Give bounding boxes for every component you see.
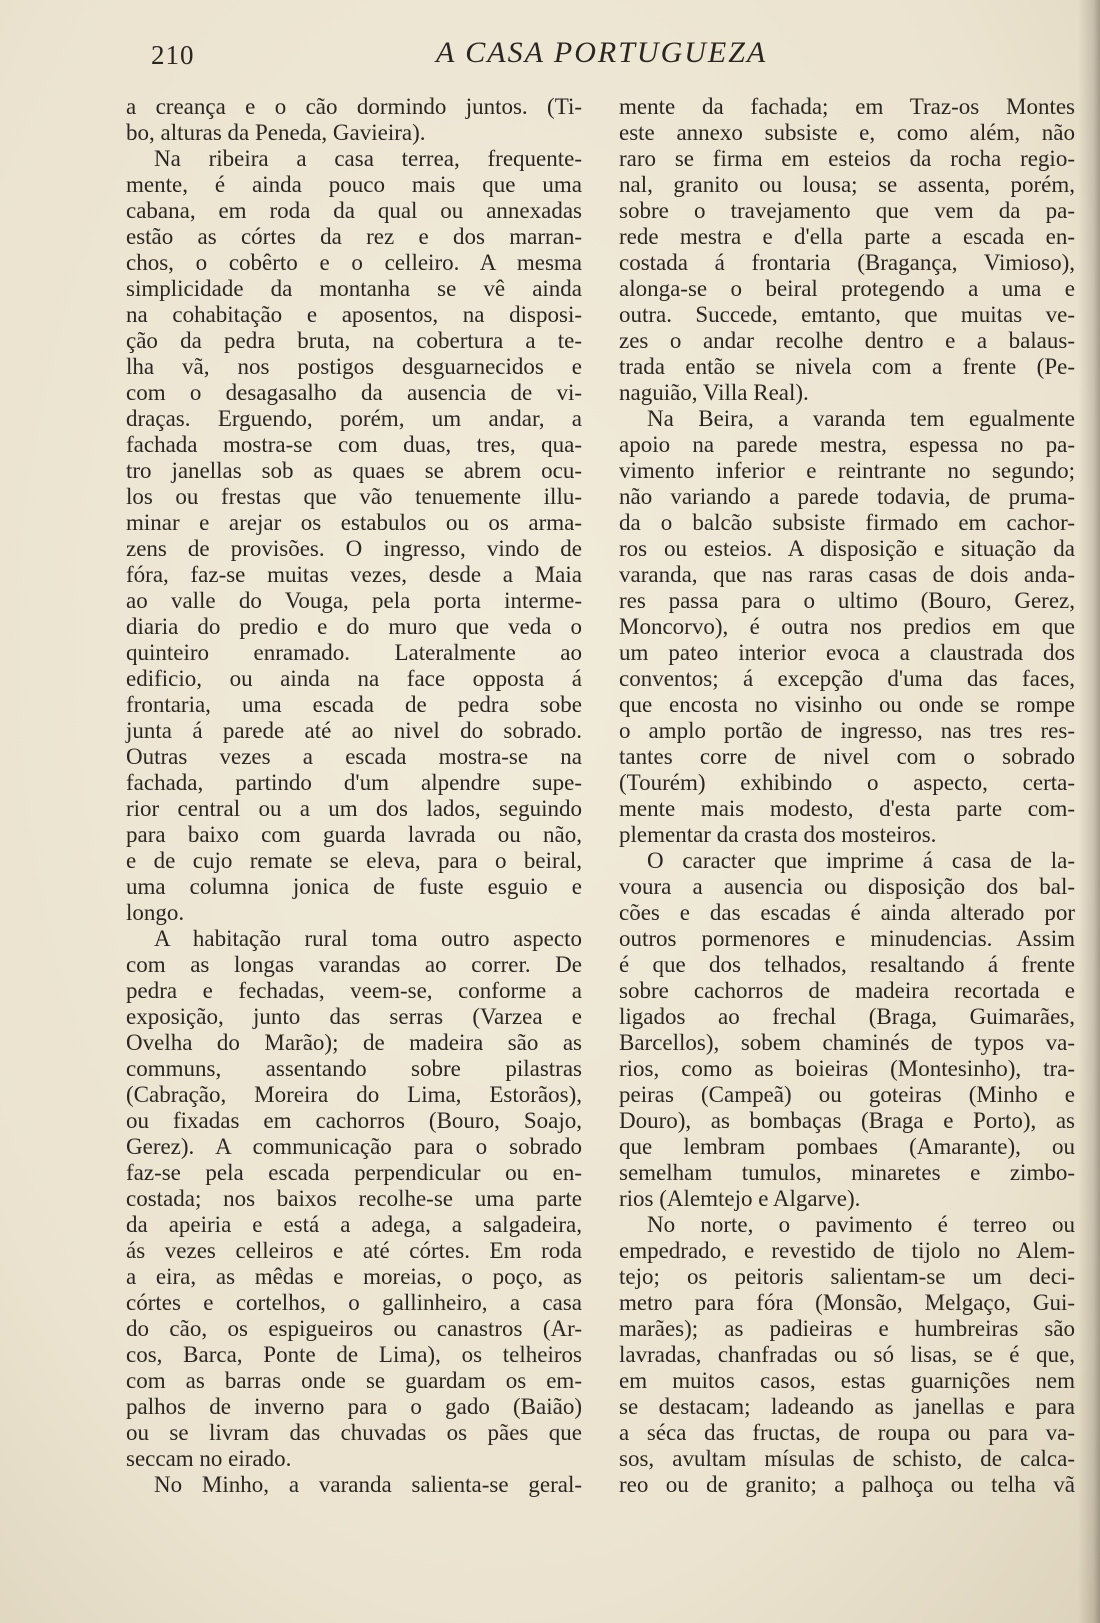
text-line: semelham tumulos, minaretes e zimbo-	[619, 1160, 1075, 1185]
text-line: cos, Barca, Ponte de Lima), os telheiros	[126, 1342, 582, 1367]
text-line: tantes corre de nivel com o sobrado	[619, 744, 1075, 769]
text-line: minar e arejar os estabulos ou os arma-	[126, 510, 582, 535]
text-line: Na ribeira a casa terrea, frequente-	[154, 146, 582, 171]
text-line: naguião, Villa Real).	[619, 380, 809, 405]
text-line: sos, avultam mísulas de schisto, de calca-	[619, 1446, 1075, 1471]
text-line: No Minho, a varanda salienta-se geral-	[154, 1472, 582, 1497]
text-line: fachada, partindo d'um alpendre supe-	[126, 770, 582, 795]
text-line: se destacam; ladeando as janellas e para	[619, 1394, 1075, 1419]
text-line: quinteiro enramado. Lateralmente ao	[126, 640, 582, 665]
text-line: ao valle do Vouga, pela porta interme-	[126, 588, 582, 613]
text-line: mente, é ainda pouco mais que uma	[126, 172, 582, 197]
text-line: (Tourém) exhibindo o aspecto, certa-	[619, 770, 1075, 795]
text-line: rios, como as boieiras (Montesinho), tra-	[619, 1056, 1075, 1081]
text-line: outra. Succede, emtanto, que muitas ve-	[619, 302, 1075, 327]
text-line: ou se livram das chuvadas os pães que	[126, 1420, 582, 1445]
text-line: lha vã, nos postigos desguarnecidos e	[126, 354, 582, 379]
text-line: rios (Alemtejo e Algarve).	[619, 1186, 861, 1211]
text-line: faz-se pela escada perpendicular ou en-	[126, 1160, 582, 1185]
text-line: seccam no eirado.	[126, 1446, 292, 1471]
text-line: com o desagasalho da ausencia de vi-	[126, 380, 582, 405]
text-line: junta á parede até ao nivel do sobrado.	[126, 718, 582, 743]
text-line: A habitação rural toma outro aspecto	[154, 926, 582, 951]
text-line: peiras (Campeã) ou goteiras (Minho e	[619, 1082, 1075, 1107]
text-line: palhos de inverno para o gado (Baião)	[126, 1394, 582, 1419]
text-line: é que dos telhados, resaltando á frente	[619, 952, 1075, 977]
text-line: sobre o travejamento que vem da pa-	[619, 198, 1075, 223]
text-line: longo.	[126, 900, 185, 925]
text-line: que encosta no visinho ou onde se rompe	[619, 692, 1075, 717]
text-line: tejo; os peitoris salientam-se um deci-	[619, 1264, 1075, 1289]
running-title: A CASA PORTUGUEZA	[436, 36, 768, 69]
text-line: frontaria, uma escada de pedra sobe	[126, 692, 582, 717]
text-line: Na Beira, a varanda tem egualmente	[647, 406, 1075, 431]
text-line: communs, assentando sobre pilastras	[126, 1056, 582, 1081]
text-line: No norte, o pavimento é terreo ou	[647, 1212, 1075, 1237]
text-line: draças. Erguendo, porém, um andar, a	[126, 406, 582, 431]
text-line: O caracter que imprime á casa de la-	[647, 848, 1075, 873]
text-line: Gerez). A communicação para o sobrado	[126, 1134, 582, 1159]
text-line: que lembram pombaes (Amarante), ou	[619, 1134, 1075, 1159]
text-line: rede mestra e d'ella parte a escada en-	[619, 224, 1075, 249]
text-line: da o balcão subsiste firmado em cachor-	[619, 510, 1075, 535]
text-line: ção da pedra bruta, na cobertura a te-	[126, 328, 582, 353]
page-number: 210	[151, 40, 195, 70]
text-line: nal, granito ou lousa; se assenta, porém,	[619, 172, 1075, 197]
text-line: e de cujo remate se eleva, para o beiral,	[126, 848, 582, 873]
text-line: Barcellos), sobem chaminés de typos va-	[619, 1030, 1075, 1055]
text-line: a séca das fructas, de roupa ou para va-	[619, 1420, 1075, 1445]
text-line: não variando a parede todavia, de pruma-	[619, 484, 1075, 509]
text-line: estão as córtes da rez e dos marran-	[126, 224, 582, 249]
text-line: trada então se nivela com a frente (Pe-	[619, 354, 1075, 379]
text-line: edificio, ou ainda na face opposta á	[126, 666, 582, 691]
page-header	[0, 36, 1100, 76]
text-line: para baixo com guarda lavrada ou não,	[126, 822, 582, 847]
text-line: raro se firma em esteios da rocha regio-	[619, 146, 1075, 171]
text-line: tro janellas sob as quaes se abrem ocu-	[126, 458, 582, 483]
text-line: chos, o cobêrto e o celleiro. A mesma	[126, 250, 582, 275]
text-line: pedra e fechadas, veem-se, conforme a	[126, 978, 582, 1003]
text-line: este annexo subsiste e, como além, não	[619, 120, 1075, 145]
page-edge-shadow	[1078, 0, 1100, 1623]
text-line: varanda, que nas raras casas de dois anda-	[619, 562, 1075, 587]
text-line: conventos; á excepção d'uma das faces,	[619, 666, 1075, 691]
text-line: cabana, em roda da qual ou annexadas	[126, 198, 582, 223]
text-line: (Cabração, Moreira do Lima, Estorãos),	[126, 1082, 582, 1107]
text-line: o amplo portão de ingresso, nas tres res-	[619, 718, 1075, 743]
text-line: vimento inferior e reintrante no segundo;	[619, 458, 1075, 483]
left-text-column	[126, 94, 582, 1498]
text-line: costada á frontaria (Bragança, Vimioso),	[619, 250, 1075, 275]
text-line: empedrado, e revestido de tijolo no Alem-	[619, 1238, 1075, 1263]
text-line: res passa para o ultimo (Bouro, Gerez,	[619, 588, 1075, 613]
text-line: córtes e cortelhos, o gallinheiro, a casa	[126, 1290, 582, 1315]
text-line: zes o andar recolhe dentro e a balaus-	[619, 328, 1075, 353]
text-line: fachada mostra-se com duas, tres, qua-	[126, 432, 582, 457]
text-line: Outras vezes a escada mostra-se na	[126, 744, 582, 769]
text-line: com as longas varandas ao correr. De	[126, 952, 582, 977]
text-line: Ovelha do Marão); de madeira são as	[126, 1030, 582, 1055]
text-line: uma columna jonica de fuste esguio e	[126, 874, 582, 899]
text-line: diaria do predio e do muro que veda o	[126, 614, 582, 639]
text-line: sobre cachorros de madeira recortada e	[619, 978, 1075, 1003]
text-line: ligados ao frechal (Braga, Guimarães,	[619, 1004, 1075, 1029]
text-line: zens de provisões. O ingresso, vindo de	[126, 536, 582, 561]
text-line: costada; nos baixos recolhe-se uma parte	[126, 1186, 582, 1211]
text-line: ros ou esteios. A disposição e situação da	[619, 536, 1075, 561]
text-line: um pateo interior evoca a claustrada dos	[619, 640, 1075, 665]
text-line: reo ou de granito; a palhoça ou telha vã	[619, 1472, 1075, 1497]
text-line: na cohabitação e aposentos, na disposi-	[126, 302, 582, 327]
text-line: em muitos casos, estas guarnições nem	[619, 1368, 1075, 1393]
text-line: ou fixadas em cachorros (Bouro, Soajo,	[126, 1108, 582, 1133]
text-line: bo, alturas da Peneda, Gavieira).	[126, 120, 426, 145]
text-line: metro para fóra (Monsão, Melgaço, Gui-	[619, 1290, 1075, 1315]
text-line: simplicidade da montanha se vê ainda	[126, 276, 582, 301]
text-line: ás vezes celleiros e até córtes. Em roda	[126, 1238, 582, 1263]
text-line: rior central ou a um dos lados, seguindo	[126, 796, 582, 821]
text-line: exposição, junto das serras (Varzea e	[126, 1004, 582, 1029]
text-line: voura a ausencia ou disposição dos bal-	[619, 874, 1075, 899]
text-line: a creança e o cão dormindo juntos. (Ti-	[126, 94, 582, 119]
text-line: los ou frestas que vão tenuemente illu-	[126, 484, 582, 509]
text-line: marães); as padieiras e humbreiras são	[619, 1316, 1075, 1341]
text-line: Douro), as bombaças (Braga e Porto), as	[619, 1108, 1075, 1133]
text-line: outros pormenores e minudencias. Assim	[619, 926, 1075, 951]
text-line: com as barras onde se guardam os em-	[126, 1368, 582, 1393]
text-line: alonga-se o beiral protegendo a uma e	[619, 276, 1075, 301]
text-line: cões e das escadas é ainda alterado por	[619, 900, 1075, 925]
text-line: lavradas, chanfradas ou só lisas, se é que,	[619, 1342, 1075, 1367]
text-line: da apeiria e está a adega, a salgadeira,	[126, 1212, 582, 1237]
text-line: apoio na parede mestra, espessa no pa-	[619, 432, 1075, 457]
text-line: mente da fachada; em Traz-os Montes	[619, 94, 1075, 119]
text-line: fóra, faz-se muitas vezes, desde a Maia	[126, 562, 582, 587]
text-line: do cão, os espigueiros ou canastros (Ar-	[126, 1316, 582, 1341]
right-text-column	[619, 94, 1075, 1498]
text-line: Moncorvo), é outra nos predios em que	[619, 614, 1075, 639]
text-line: plementar da crasta dos mosteiros.	[619, 822, 937, 847]
text-line: mente mais modesto, d'esta parte com-	[619, 796, 1075, 821]
text-line: a eira, as mêdas e moreias, o poço, as	[126, 1264, 582, 1289]
